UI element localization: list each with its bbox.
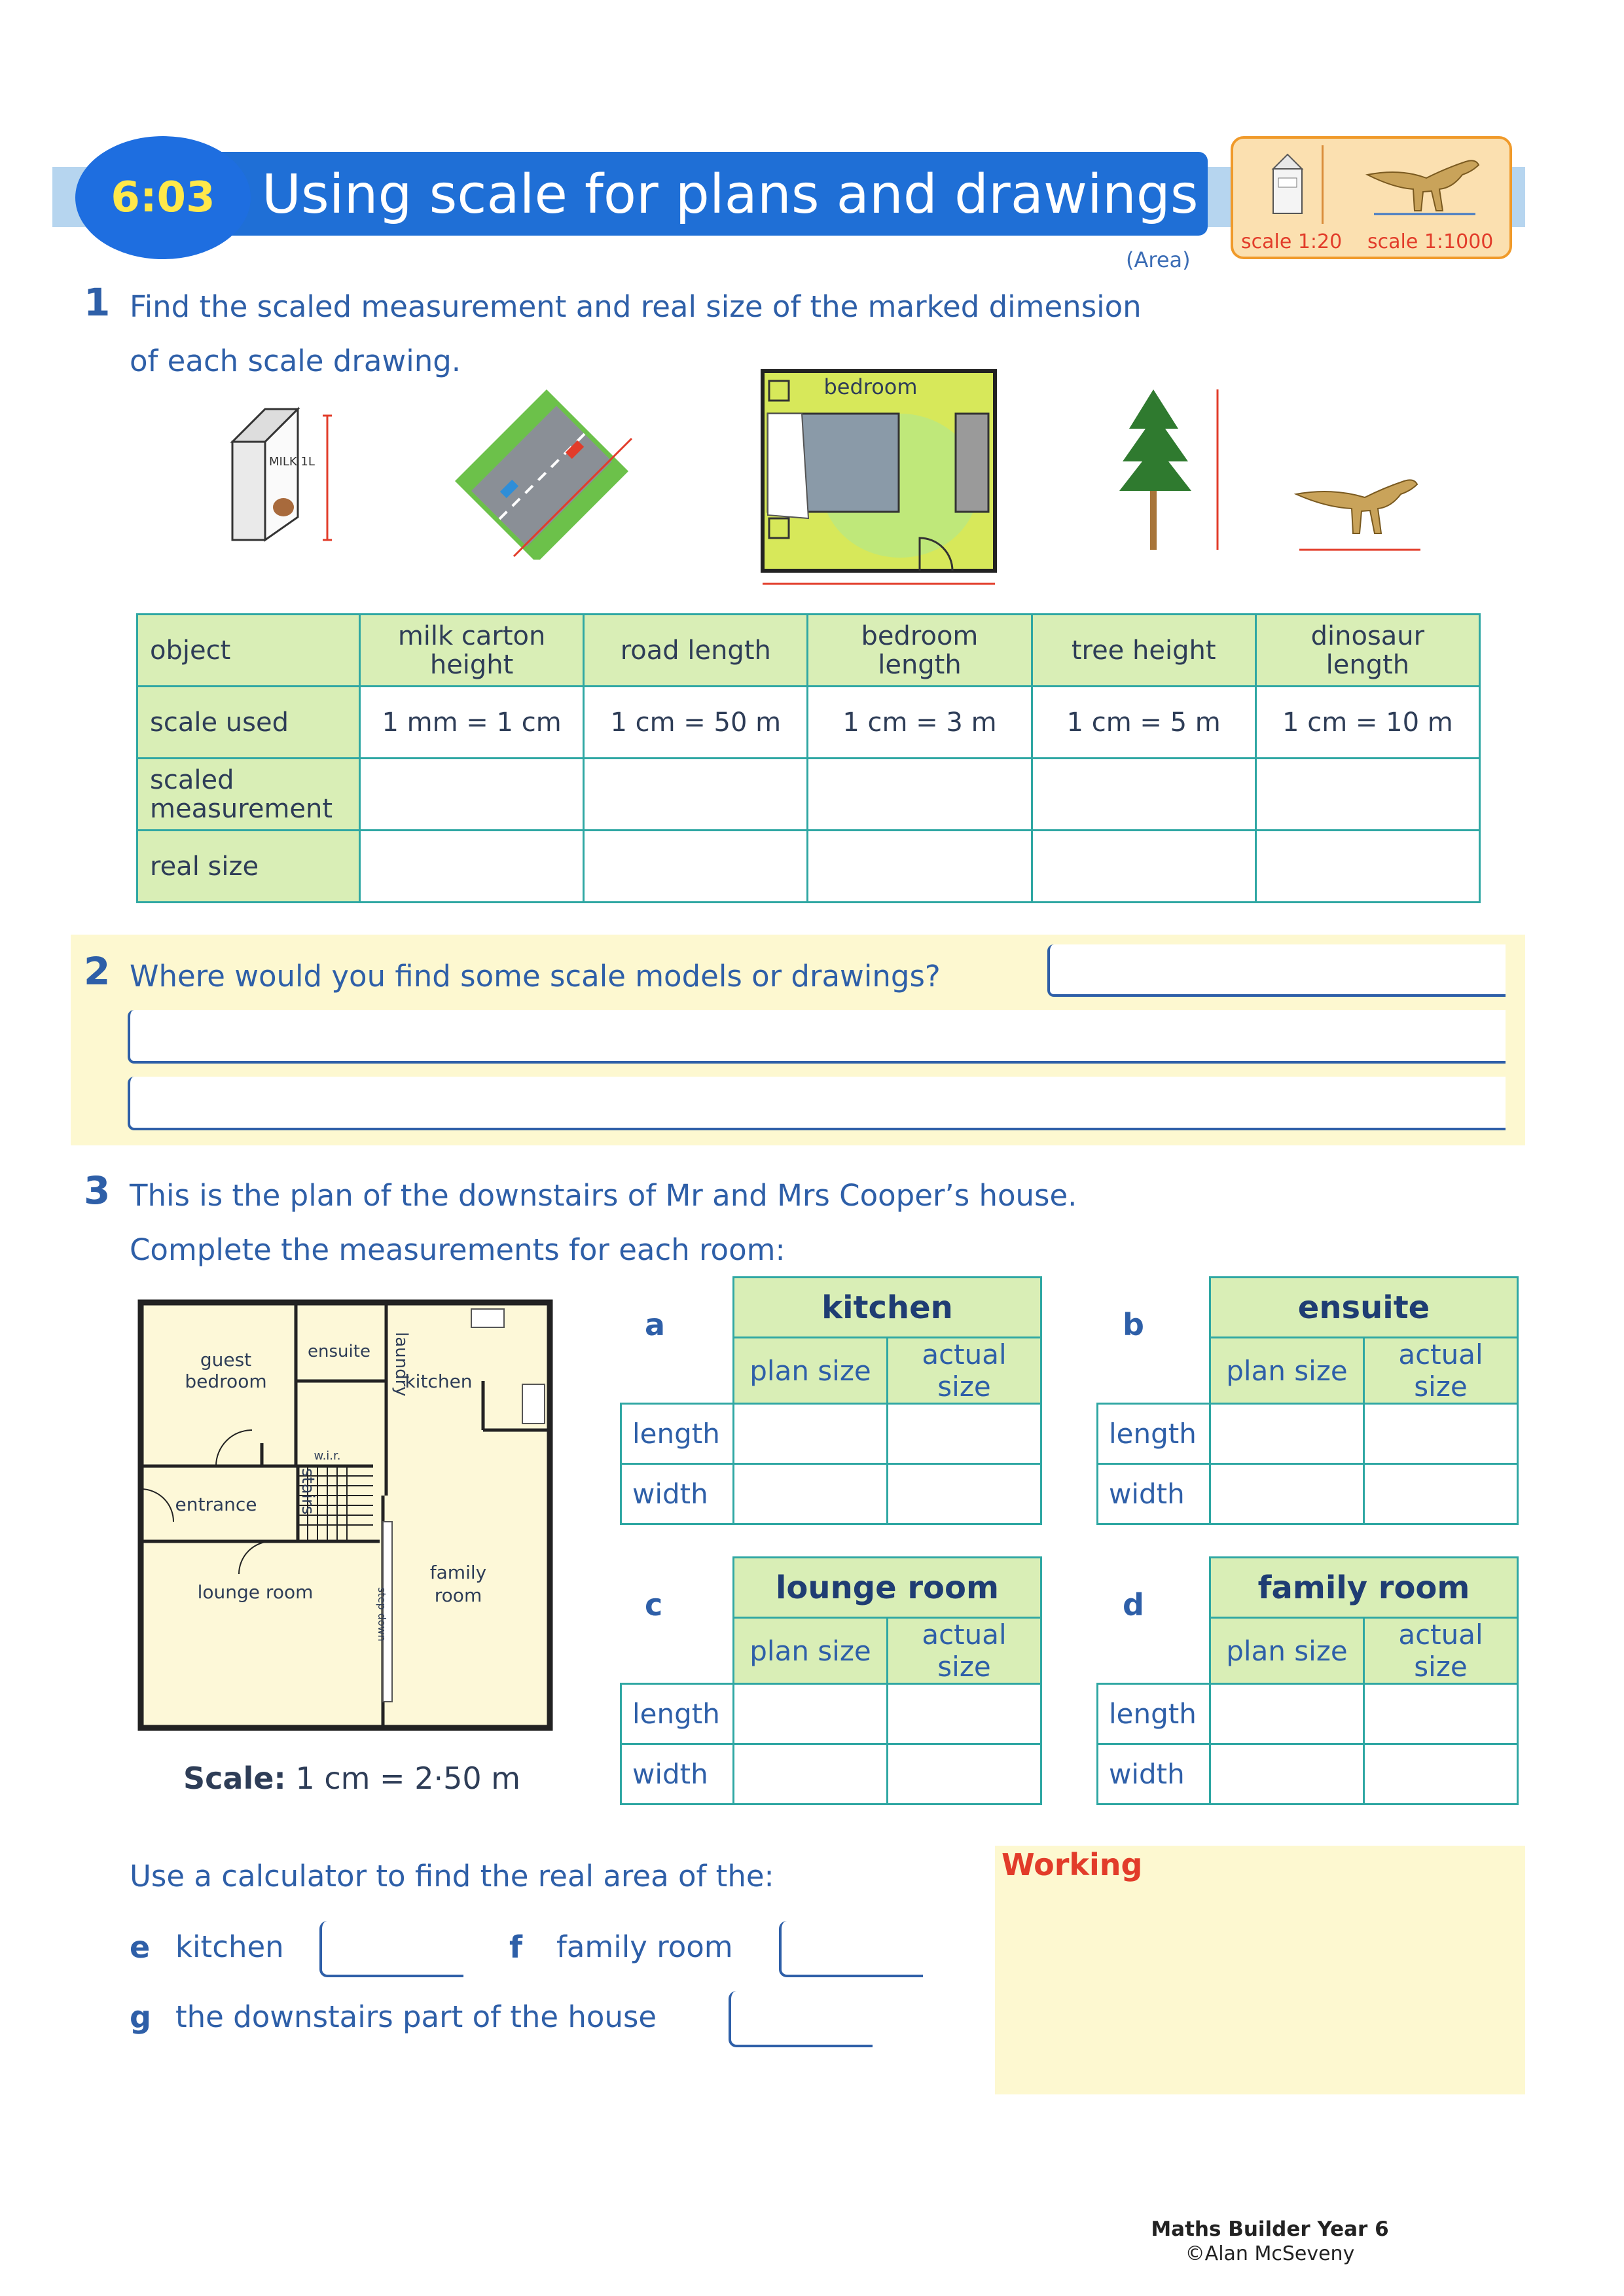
answer-cell[interactable] [734,1464,888,1524]
plan-label-laundry: laundry [391,1332,411,1397]
dinosaur-icon [1361,149,1492,221]
row-length: length [621,1404,734,1464]
part-g-letter: g [130,2000,151,2035]
room-table-family [1096,1556,1519,1805]
question-3-line-2: Complete the measurements for each room: [130,1232,785,1267]
page-subtitle: (Area) [1126,247,1191,272]
plan-scale-label: Scale: [183,1761,286,1796]
object-road: road length [584,615,808,687]
row-width: width [621,1744,734,1804]
room-name-ensuite: ensuite [1210,1278,1518,1338]
row-label-real-size: real size [137,831,360,903]
row-label-scaled-measurement: scaled measurement [137,759,360,831]
plan-scale-value: 1 cm = 2·50 m [295,1761,521,1796]
room-letter-a: a [645,1307,666,1342]
calculator-instruction: Use a calculator to find the real area of the: [130,1859,774,1893]
question-1-line-2: of each scale drawing. [130,344,461,378]
answer-box-f[interactable] [779,1921,923,1977]
answer-cell[interactable] [1364,1744,1518,1804]
answer-cell[interactable] [1364,1684,1518,1744]
answer-cell[interactable] [1364,1464,1518,1524]
answer-cell[interactable] [808,759,1032,831]
row-width: width [621,1464,734,1524]
answer-box-g[interactable] [729,1991,873,2047]
answer-box-e[interactable] [319,1921,463,1977]
scale-dinosaur: 1 cm = 10 m [1255,687,1479,759]
question-3-line-1: This is the plan of the downstairs of Mr and Mrs Cooper’s house. [130,1178,1077,1213]
working-label: Working [1001,1847,1143,1882]
plan-label-stairs: stairs [298,1468,317,1515]
working-area[interactable] [995,1846,1525,2094]
answer-cell[interactable] [888,1464,1041,1524]
plan-label-entrance: entrance [175,1494,257,1515]
scale-right-label: scale 1:1000 [1367,230,1494,253]
object-tree: tree height [1032,615,1255,687]
scale-bedroom: 1 cm = 3 m [808,687,1032,759]
col-actual-size: actual size [888,1338,1041,1404]
room-table-ensuite [1096,1276,1519,1525]
plan-label-kitchen: kitchen [405,1371,473,1392]
col-plan-size: plan size [734,1338,888,1404]
room-table-lounge [620,1556,1042,1805]
answer-cell[interactable] [1032,759,1255,831]
answer-cell[interactable] [888,1684,1041,1744]
answer-cell[interactable] [734,1404,888,1464]
tree-drawing [1113,383,1224,556]
answer-cell[interactable] [888,1404,1041,1464]
answer-cell[interactable] [1255,831,1479,903]
footer-copyright: ©Alan McSeveny [1185,2242,1355,2265]
col-actual-size: actual size [888,1618,1041,1684]
col-plan-size: plan size [1210,1618,1364,1684]
part-f-text: family room [556,1929,733,1964]
plan-label-lounge: lounge room [197,1581,314,1603]
answer-cell[interactable] [734,1684,888,1744]
answer-cell[interactable] [1255,759,1479,831]
room-letter-c: c [645,1587,663,1623]
scale-milk: 1 mm = 1 cm [360,687,584,759]
answer-line-1[interactable] [1047,944,1506,997]
answer-cell[interactable] [808,831,1032,903]
room-letter-b: b [1123,1307,1144,1342]
plan-label-bedroom: bedroom [185,1371,267,1392]
part-e-text: kitchen [175,1929,284,1964]
question-3-number: 3 [84,1168,111,1213]
scale-left-label: scale 1:20 [1241,230,1343,253]
answer-cell[interactable] [888,1744,1041,1804]
answer-cell[interactable] [584,759,808,831]
scale-example-box [1231,136,1512,259]
answer-cell[interactable] [360,831,584,903]
row-label-object: object [137,615,360,687]
answer-cell[interactable] [1364,1404,1518,1464]
row-label-scale: scale used [137,687,360,759]
col-plan-size: plan size [734,1618,888,1684]
question-1-table [136,613,1481,903]
milk-carton-icon [1269,151,1308,216]
answer-cell[interactable] [584,831,808,903]
plan-label-family-1: family [429,1562,487,1583]
room-name-lounge: lounge room [734,1558,1041,1618]
col-actual-size: actual size [1364,1338,1518,1404]
question-1-number: 1 [84,280,111,325]
plan-label-family-2: room [434,1585,482,1606]
answer-cell[interactable] [1210,1404,1364,1464]
section-number: 6:03 [111,173,215,222]
room-letter-d: d [1123,1587,1144,1623]
house-floor-plan [131,1293,569,1741]
col-actual-size: actual size [1364,1618,1518,1684]
page-title: Using scale for plans and drawings [262,164,1199,226]
answer-cell[interactable] [1032,831,1255,903]
footer-book-title: Maths Builder Year 6 [1151,2217,1389,2241]
bedroom-label: bedroom [823,374,918,399]
road-drawing [448,383,638,560]
answer-cell[interactable] [1210,1744,1364,1804]
plan-label-step-down: step down [376,1587,388,1641]
milk-label: MILK 1L [269,455,315,469]
plan-label-ensuite: ensuite [308,1342,370,1361]
row-width: width [1098,1744,1210,1804]
object-bedroom: bedroom length [808,615,1032,687]
row-length: length [621,1684,734,1744]
bedroom-drawing [756,368,1008,590]
milk-carton-drawing [226,403,337,550]
row-length: length [1098,1404,1210,1464]
object-dinosaur: dinosaur length [1255,615,1479,687]
answer-cell[interactable] [360,759,584,831]
plan-scale [183,1761,520,1796]
answer-cell[interactable] [1210,1684,1364,1744]
part-e-letter: e [130,1929,151,1965]
scale-tree: 1 cm = 5 m [1032,687,1255,759]
row-length: length [1098,1684,1210,1744]
room-table-kitchen [620,1276,1042,1525]
question-2-number: 2 [84,949,111,994]
question-1-line-1: Find the scaled measurement and real size of the marked dimension [130,289,1142,324]
plan-label-wir: w.i.r. [314,1449,341,1463]
answer-line-3[interactable] [128,1077,1506,1130]
object-milk: milk carton height [360,615,584,687]
scale-road: 1 cm = 50 m [584,687,808,759]
room-name-kitchen: kitchen [734,1278,1041,1338]
dinosaur-drawing [1293,468,1430,556]
part-f-letter: f [509,1929,523,1965]
question-2-text: Where would you find some scale models or drawings? [130,959,941,994]
row-width: width [1098,1464,1210,1524]
answer-cell[interactable] [1210,1464,1364,1524]
plan-label-guest: guest [200,1349,252,1371]
answer-line-2[interactable] [128,1010,1506,1064]
room-name-family: family room [1210,1558,1518,1618]
col-plan-size: plan size [1210,1338,1364,1404]
answer-cell[interactable] [734,1744,888,1804]
part-g-text: the downstairs part of the house [175,2000,657,2034]
